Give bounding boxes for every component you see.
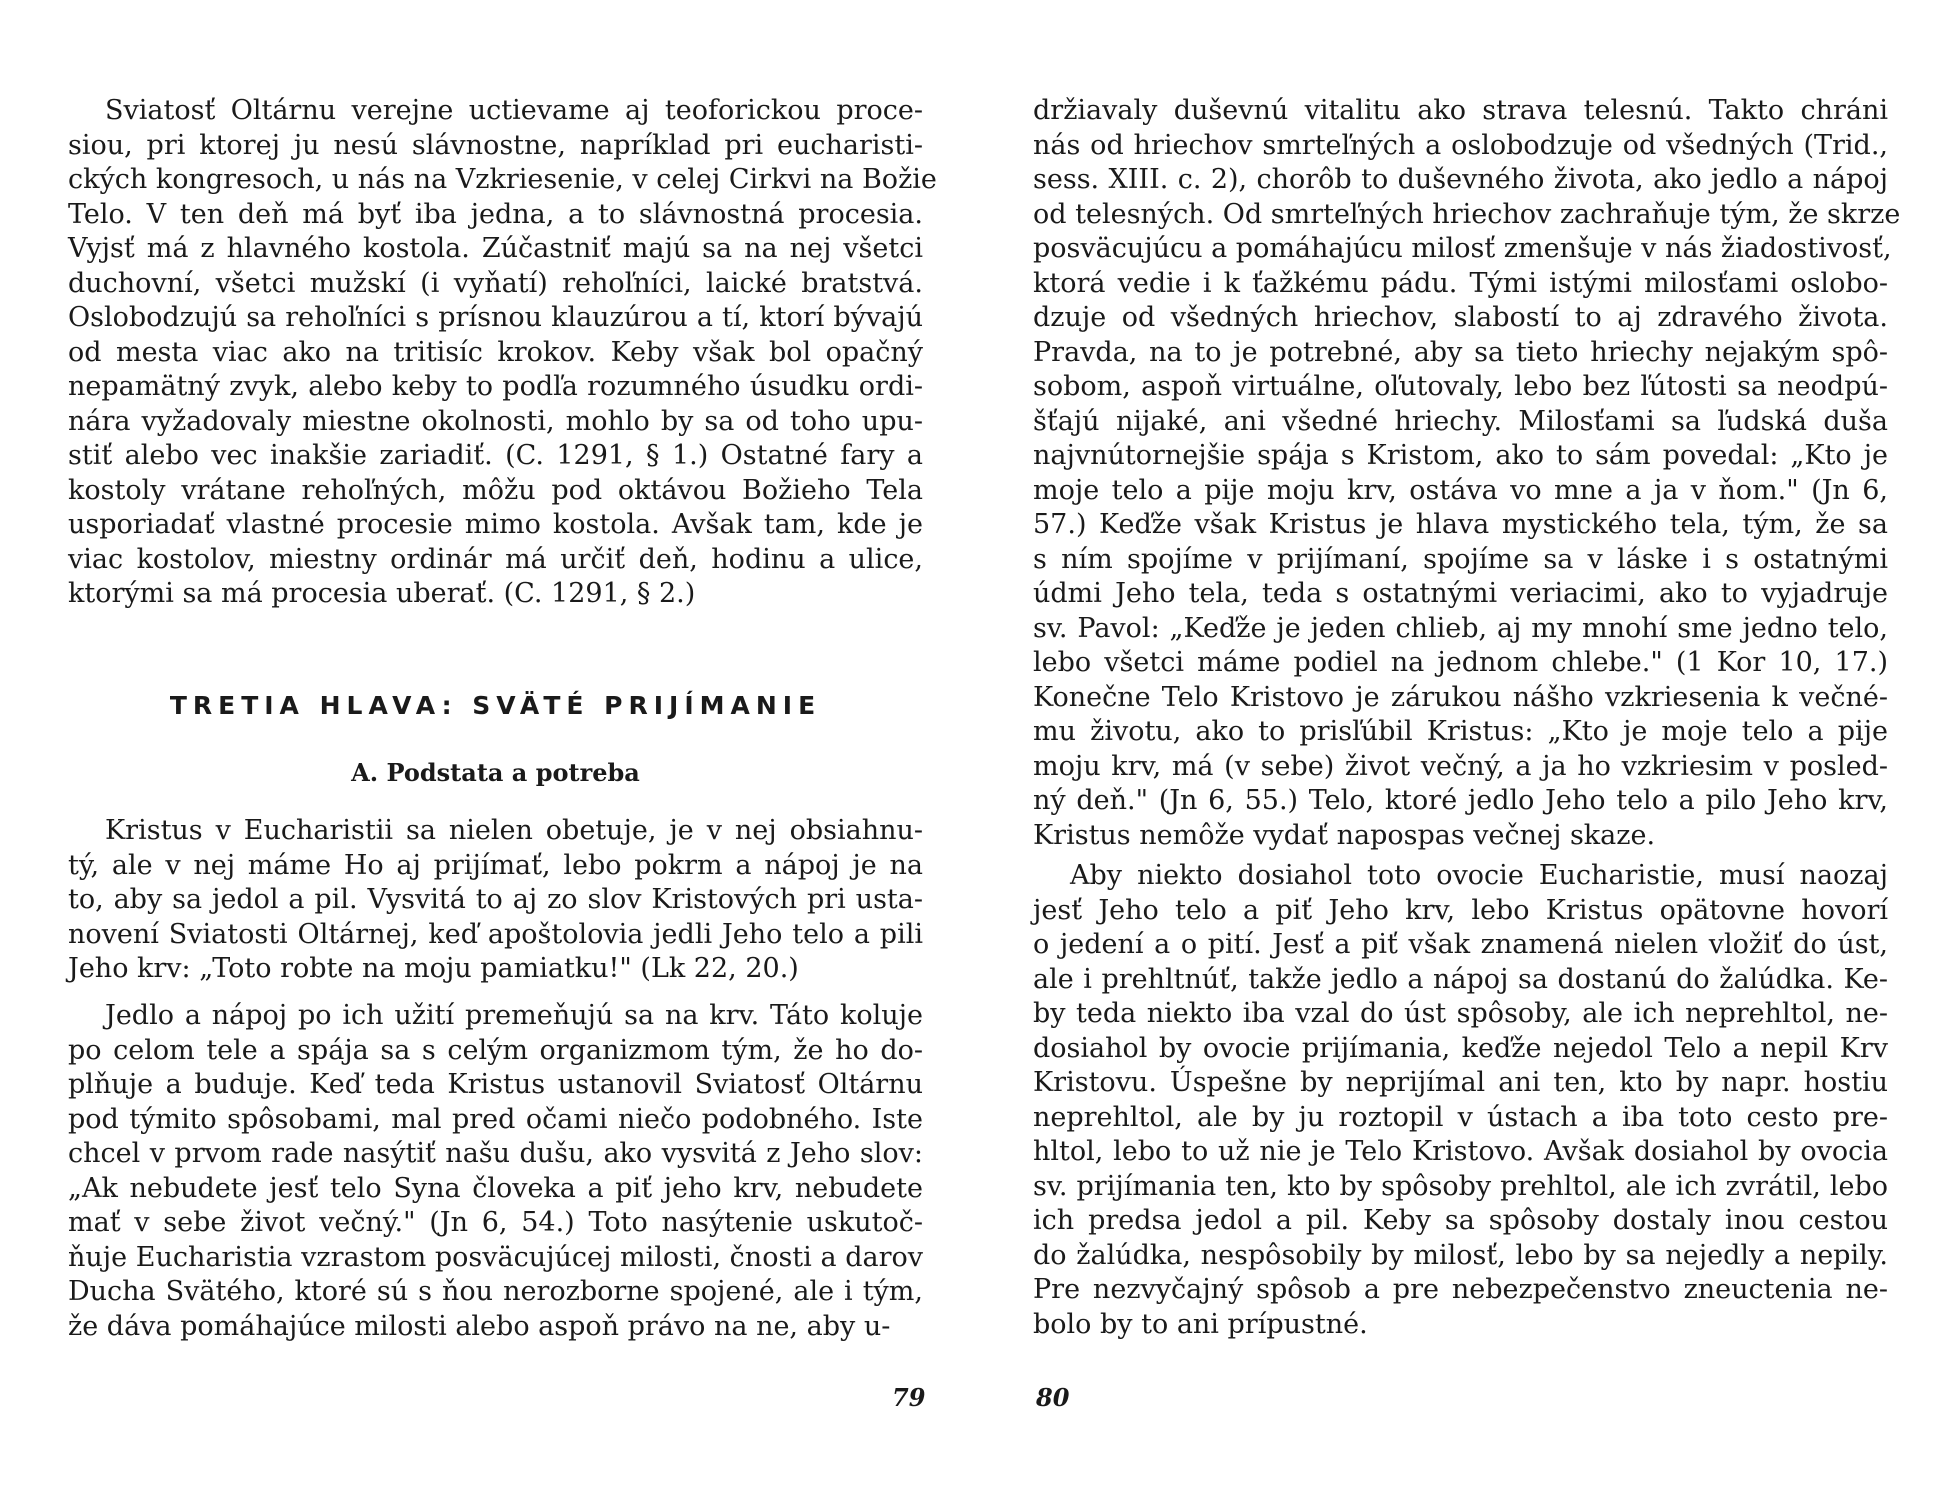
- text-line: po celom tele a spája sa s celým organizmom tým, že ho do-: [68, 1034, 923, 1066]
- chapter-heading: TRETIA HLAVA: SVÄTÉ PRIJÍMANIE: [169, 691, 822, 720]
- text-line: sobom, aspoň virtuálne, oľutovaly, lebo bez ľútosti sa neodpú-: [1033, 371, 1888, 402]
- text-line: nára vyžadovaly miestne okolnosti, mohlo by sa od toho upu-: [68, 405, 923, 437]
- text-line: Oslobodzujú sa rehoľníci s prísnou klauzúrou a tí, ktorí bývajú: [68, 302, 923, 333]
- text-line: 57.) Keďže však Kristus je hlava mystického tela, tým, že sa: [1033, 509, 1888, 540]
- text-line: šťajú nijaké, ani všedné hriechy. Milosťami sa ľudská duša: [1033, 405, 1888, 437]
- text-line: usporiadať vlastné procesie mimo kostola. Avšak tam, kde je: [68, 509, 923, 540]
- text-line: dosiahol by ovocie prijímania, keďže nejedol Telo a nepil Krv: [1033, 1032, 1888, 1064]
- text-line: ktorá vedie i k ťažkému pádu. Tými istými milosťami oslobo-: [1033, 267, 1888, 299]
- text-line: lebo všetci máme podiel na jednom chlebe." (1 Kor 10, 17.): [1033, 647, 1888, 678]
- page-number-left: 79: [892, 1383, 926, 1412]
- text-line: bolo by to ani prípustné.: [1033, 1308, 1368, 1340]
- text-line: Jeho krv: „Toto robte na moju pamiatku!" (Lk 22, 20.): [68, 953, 799, 984]
- text-line: Kristovu. Úspešne by neprijímal ani ten, kto by napr. hostiu: [1033, 1067, 1888, 1098]
- text-line: posväcujúcu a pomáhajúcu milosť zmenšuje v nás žiadostivosť,: [1033, 233, 1892, 264]
- text-line: sess. XIII. c. 2), chorôb to duševného života, ako jedlo a nápoj: [1033, 164, 1888, 195]
- text-line: mu životu, ako to prisľúbil Kristus: „Kto je moje telo a pije: [1033, 716, 1888, 747]
- text-line: neprehltol, ale by ju roztopil v ústach a iba toto cesto pre-: [1033, 1101, 1888, 1133]
- right-page-text: [971, 0, 1942, 1500]
- text-line: kostoly vrátane rehoľných, môžu pod oktávou Božieho Tela: [68, 474, 923, 506]
- text-line: nás od hriechov smrteľných a oslobodzuje od všedných (Trid.,: [1033, 129, 1888, 161]
- text-line: chcel v prvom rade nasýtiť našu dušu, ako vysvitá z Jeho slov:: [68, 1138, 923, 1169]
- text-line: s ním spojíme v prijímaní, spojíme sa v láske i s ostatnými: [1033, 543, 1888, 575]
- text-line: „Ak nebudete jesť telo Syna človeka a piť jeho krv, nebudete: [68, 1172, 923, 1204]
- text-line: siou, pri ktorej ju nesú slávnostne, napríklad pri eucharisti-: [68, 129, 923, 161]
- text-line: by teda niekto iba vzal do úst spôsoby, ale ich neprehltol, ne-: [1033, 998, 1888, 1029]
- text-line: najvnútornejšie spája s Kristom, ako to sám povedal: „Kto je: [1033, 440, 1888, 471]
- text-line: viac kostolov, miestny ordinár má určiť deň, hodinu a ulice,: [68, 543, 923, 575]
- text-line: jesť Jeho telo a piť Jeho krv, lebo Kristus opätovne hovorí: [1033, 894, 1888, 926]
- text-line: plňuje a buduje. Keď teda Kristus ustanovil Sviatosť Oltárnu: [68, 1069, 923, 1100]
- text-line: ktorými sa má procesia uberať. (C. 1291, § 2.): [68, 578, 696, 609]
- text-line: Pre nezvyčajný spôsob a pre nebezpečenstvo zneuctenia ne-: [1033, 1274, 1888, 1305]
- text-line: Konečne Telo Kristovo je zárukou nášho vzkriesenia k večné-: [1033, 681, 1888, 713]
- text-line: Pravda, na to je potrebné, aby sa tieto hriechy nejakým spô-: [1033, 336, 1888, 368]
- text-line: moju krv, má (v sebe) život večný, a ja ho vzkriesim v posled-: [1033, 750, 1888, 782]
- text-line: Kristus v Eucharistii sa nielen obetuje, je v nej obsiahnu-: [105, 815, 923, 846]
- text-line: ich predsa jedol a pil. Keby sa spôsoby dostaly inou cestou: [1033, 1205, 1888, 1236]
- text-line: novení Sviatosti Oltárnej, keď apoštolovia jedli Jeho telo a pili: [68, 918, 923, 950]
- section-heading: A. Podstata a potreba: [351, 758, 640, 787]
- text-line: Aby niekto dosiahol toto ovocie Eucharistie, musí naozaj: [1070, 860, 1888, 891]
- text-line: Jedlo a nápoj po ich užití premeňujú sa na krv. Táto koluje: [105, 1000, 923, 1031]
- right-page: [971, 0, 1942, 1500]
- text-line: Telo. V ten deň má byť iba jedna, a to slávnostná procesia.: [68, 198, 923, 230]
- text-line: Sviatosť Oltárnu verejne uctievame aj teoforickou proce-: [105, 95, 923, 126]
- text-line: držiavaly duševnú vitalitu ako strava telesnú. Takto chráni: [1033, 95, 1888, 126]
- text-line: ňuje Eucharistia vzrastom posväcujúcej milosti, čnosti a darov: [68, 1241, 923, 1273]
- text-line: to, aby sa jedol a pil. Vysvitá to aj zo slov Kristových pri usta-: [68, 884, 923, 915]
- text-line: mať v sebe život večný." (Jn 6, 54.) Toto nasýtenie uskutoč-: [68, 1207, 923, 1238]
- text-line: moje telo a pije moju krv, ostáva vo mne a ja v ňom." (Jn 6,: [1033, 474, 1888, 506]
- text-line: sv. prijímania ten, kto by spôsoby prehltol, ale ich zvrátil, lebo: [1033, 1170, 1888, 1202]
- text-line: tý, ale v nej máme Ho aj prijímať, lebo pokrm a nápoj je na: [68, 849, 923, 881]
- text-line: že dáva pomáhajúce milosti alebo aspoň právo na ne, aby u-: [68, 1310, 891, 1342]
- text-line: sv. Pavol: „Keďže je jeden chlieb, aj my mnohí sme jedno telo,: [1033, 612, 1888, 644]
- text-line: ný deň." (Jn 6, 55.) Telo, ktoré jedlo Jeho telo a pilo Jeho krv,: [1033, 785, 1888, 816]
- text-line: do žalúdka, nespôsobily by milosť, lebo by sa nejedly a nepily.: [1033, 1239, 1888, 1271]
- text-line: od telesných. Od smrteľných hriechov zachraňuje tým, že skrze: [1033, 198, 1901, 230]
- text-line: ckých kongresoch, u nás na Vzkriesenie, v celej Cirkvi na Božie: [68, 164, 937, 195]
- text-line: duchovní, všetci mužskí (i vyňatí) rehoľníci, laické bratstvá.: [68, 267, 923, 299]
- page-number-right: 80: [1036, 1383, 1070, 1412]
- text-line: pod týmito spôsobami, mal pred očami niečo podobného. Iste: [68, 1103, 923, 1135]
- text-line: Kristus nemôže vydať napospas večnej skaze.: [1033, 819, 1656, 851]
- text-line: údmi Jeho tela, teda s ostatnými veriacimi, ako to vyjadruje: [1033, 578, 1888, 609]
- text-line: dzuje od všedných hriechov, slabostí to aj zdravého života.: [1033, 302, 1888, 333]
- text-line: nepamätný zvyk, alebo keby to podľa rozumného úsudku ordi-: [68, 371, 923, 402]
- text-line: hltol, lebo to už nie je Telo Kristovo. Avšak dosiahol by ovocia: [1033, 1136, 1888, 1167]
- text-line: Vyjsť má z hlavného kostola. Zúčastniť majú sa na nej všetci: [68, 233, 923, 264]
- text-line: stiť alebo vec inakšie zariadiť. (C. 1291, § 1.) Ostatné fary a: [68, 440, 923, 471]
- text-line: od mesta viac ako na tritisíc krokov. Keby však bol opačný: [68, 336, 923, 368]
- text-line: Ducha Svätého, ktoré sú s ňou nerozborne spojené, ale i tým,: [68, 1276, 923, 1307]
- text-line: o jedení a o pití. Jesť a piť však znamená nielen vložiť do úst,: [1033, 929, 1888, 960]
- text-line: ale i prehltnúť, takže jedlo a nápoj sa dostanú do žalúdka. Ke-: [1033, 963, 1888, 995]
